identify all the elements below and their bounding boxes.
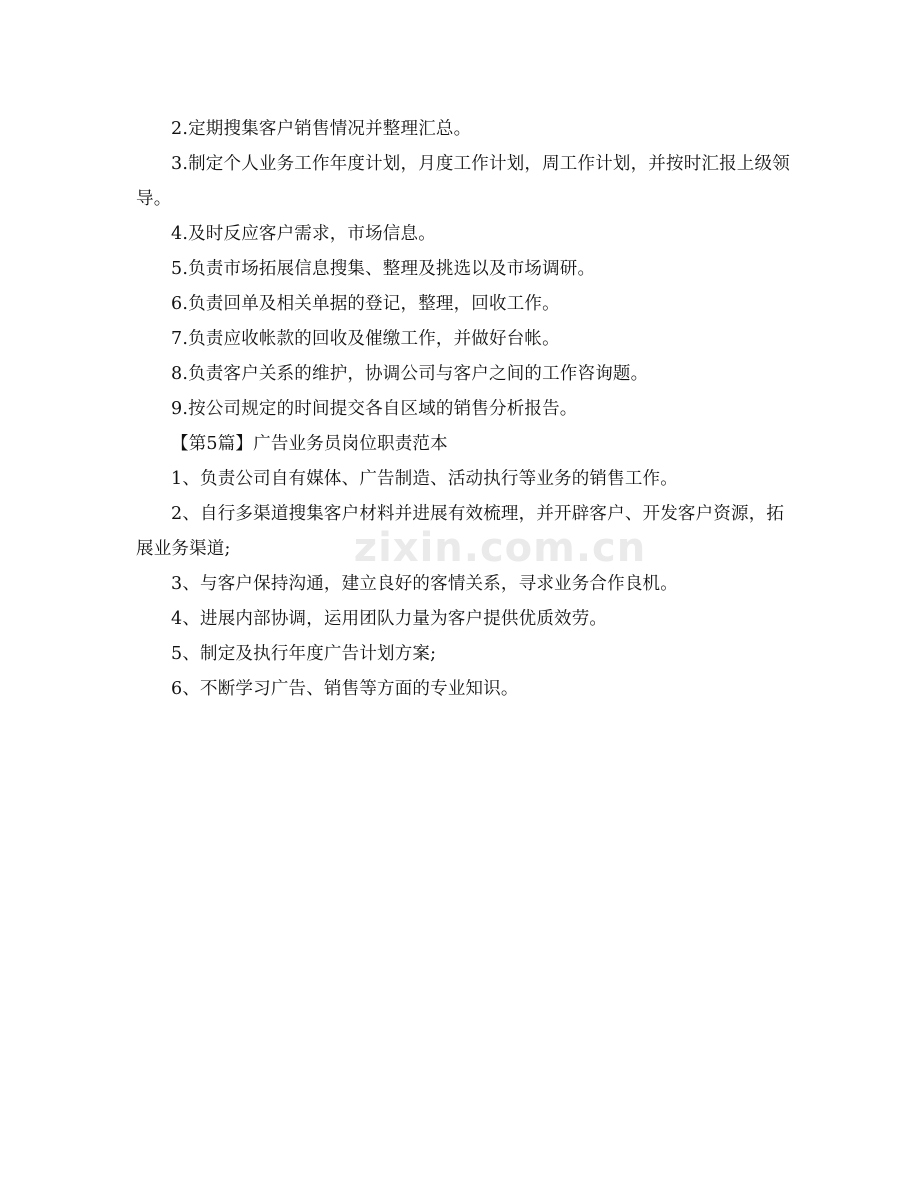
paragraph-item-5: 5.负责市场拓展信息搜集、整理及挑选以及市场调研。 bbox=[171, 259, 596, 279]
section-paragraph-3: 3、与客户保持沟通，建立良好的客情关系，寻求业务合作良机。 bbox=[171, 574, 678, 594]
paragraph-item-3: 3.制定个人业务工作年度计划，月度工作计划，周工作计划，并按时汇报上级领导。 bbox=[136, 154, 790, 209]
paragraph-item-6: 6.负责回单及相关单据的登记，整理，回收工作。 bbox=[171, 294, 560, 314]
section-paragraph-6: 6、不断学习广告、销售等方面的专业知识。 bbox=[171, 679, 519, 699]
document-body bbox=[136, 112, 796, 707]
section-paragraph-1: 1、负责公司自有媒体、广告制造、活动执行等业务的销售工作。 bbox=[171, 469, 678, 489]
watermark-text: zixin.com.cn bbox=[353, 525, 647, 571]
paragraph-item-8: 8.负责客户关系的维护，协调公司与客户之间的工作咨询题。 bbox=[171, 364, 649, 384]
section-paragraph-5: 5、制定及执行年度广告计划方案; bbox=[171, 644, 437, 664]
section-heading: 【第5篇】广告业务员岗位职责范本 bbox=[171, 434, 448, 454]
section-paragraph-2: 2、自行多渠道搜集客户材料并进展有效梳理，并开辟客户、开发客户资源，拓展业务渠道; bbox=[136, 504, 785, 559]
paragraph-item-4: 4.及时反应客户需求，市场信息。 bbox=[171, 224, 436, 244]
paragraph-item-9: 9.按公司规定的时间提交各自区域的销售分析报告。 bbox=[171, 399, 578, 419]
section-paragraph-4: 4、进展内部协调，运用团队力量为客户提供优质效劳。 bbox=[171, 609, 608, 629]
paragraph-item-2: 2.定期搜集客户销售情况并整理汇总。 bbox=[171, 119, 472, 139]
paragraph-item-7: 7.负责应收帐款的回收及催缴工作，并做好台帐。 bbox=[171, 329, 560, 349]
